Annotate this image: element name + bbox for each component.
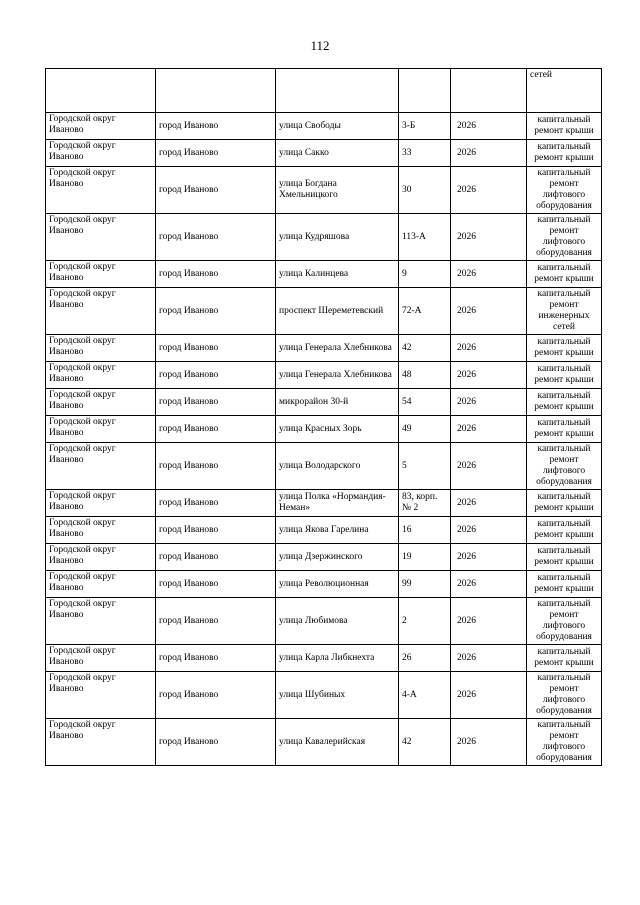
- house-cell: 99: [399, 571, 451, 598]
- house-cell: 19: [399, 544, 451, 571]
- table-row: [46, 598, 602, 645]
- work-type-cell: капитальный ремонт крыши: [527, 517, 602, 544]
- table-row: [46, 288, 602, 335]
- work-type-cell: капитальный ремонт крыши: [527, 362, 602, 389]
- empty-cell: [276, 69, 399, 113]
- district-cell: Городской округ Иваново: [46, 544, 156, 571]
- table-row: [46, 140, 602, 167]
- city-cell: город Иваново: [156, 490, 276, 517]
- work-type-cell: капитальный ремонт крыши: [527, 544, 602, 571]
- work-type-cell: капитальный ремонт крыши: [527, 140, 602, 167]
- work-type-cell: капитальный ремонт лифтового оборудования: [527, 672, 602, 719]
- year-cell: 2026: [451, 113, 527, 140]
- empty-cell: [156, 69, 276, 113]
- work-type-cell: капитальный ремонт лифтового оборудования: [527, 598, 602, 645]
- street-cell: улица Кудряшова: [276, 214, 399, 261]
- table-body: [46, 69, 602, 766]
- house-cell: 54: [399, 389, 451, 416]
- district-cell: Городской округ Иваново: [46, 113, 156, 140]
- street-cell: улица Революционная: [276, 571, 399, 598]
- city-cell: город Иваново: [156, 672, 276, 719]
- year-cell: 2026: [451, 261, 527, 288]
- table-row: [46, 645, 602, 672]
- district-cell: Городской округ Иваново: [46, 389, 156, 416]
- house-cell: 42: [399, 335, 451, 362]
- empty-cell: [451, 69, 527, 113]
- street-cell: улица Богдана Хмельницкого: [276, 167, 399, 214]
- year-cell: 2026: [451, 362, 527, 389]
- house-cell: 48: [399, 362, 451, 389]
- page-number: 112: [310, 38, 330, 53]
- city-cell: город Иваново: [156, 598, 276, 645]
- city-cell: город Иваново: [156, 335, 276, 362]
- street-cell: улица Кавалерийская: [276, 719, 399, 766]
- street-cell: микрорайон 30-й: [276, 389, 399, 416]
- table-row: [46, 261, 602, 288]
- year-cell: 2026: [451, 571, 527, 598]
- house-cell: 49: [399, 416, 451, 443]
- street-cell: улица Сакко: [276, 140, 399, 167]
- street-cell: улица Генерала Хлебникова: [276, 335, 399, 362]
- table-row: [46, 490, 602, 517]
- house-cell: 113-А: [399, 214, 451, 261]
- work-type-cell: капитальный ремонт лифтового оборудования: [527, 167, 602, 214]
- table-row: [46, 113, 602, 140]
- city-cell: город Иваново: [156, 416, 276, 443]
- table-row: [46, 335, 602, 362]
- house-cell: 26: [399, 645, 451, 672]
- street-cell: улица Карла Либкнехта: [276, 645, 399, 672]
- street-cell: улица Любимова: [276, 598, 399, 645]
- city-cell: город Иваново: [156, 113, 276, 140]
- work-type-cell: капитальный ремонт лифтового оборудования: [527, 214, 602, 261]
- table-row: [46, 416, 602, 443]
- house-cell: 2: [399, 598, 451, 645]
- work-type-cell: капитальный ремонт крыши: [527, 113, 602, 140]
- city-cell: город Иваново: [156, 140, 276, 167]
- city-cell: город Иваново: [156, 719, 276, 766]
- district-cell: Городской округ Иваново: [46, 598, 156, 645]
- city-cell: город Иваново: [156, 645, 276, 672]
- street-cell: улица Дзержинского: [276, 544, 399, 571]
- district-cell: Городской округ Иваново: [46, 288, 156, 335]
- district-cell: Городской округ Иваново: [46, 490, 156, 517]
- street-cell: улица Полка «Нормандия-Неман»: [276, 490, 399, 517]
- district-cell: Городской округ Иваново: [46, 335, 156, 362]
- district-cell: Городской округ Иваново: [46, 517, 156, 544]
- street-cell: улица Свободы: [276, 113, 399, 140]
- work-type-cell: капитальный ремонт лифтового оборудования: [527, 443, 602, 490]
- continued-row: [46, 69, 602, 113]
- table-row: [46, 672, 602, 719]
- year-cell: 2026: [451, 288, 527, 335]
- year-cell: 2026: [451, 672, 527, 719]
- table-row: [46, 167, 602, 214]
- house-cell: 3-Б: [399, 113, 451, 140]
- house-cell: 83, корп. № 2: [399, 490, 451, 517]
- street-cell: улица Красных Зорь: [276, 416, 399, 443]
- city-cell: город Иваново: [156, 443, 276, 490]
- year-cell: 2026: [451, 167, 527, 214]
- city-cell: город Иваново: [156, 389, 276, 416]
- street-cell: проспект Шереметевский: [276, 288, 399, 335]
- work-type-cell: капитальный ремонт крыши: [527, 490, 602, 517]
- table-row: [46, 719, 602, 766]
- house-cell: 4-А: [399, 672, 451, 719]
- year-cell: 2026: [451, 140, 527, 167]
- district-cell: Городской округ Иваново: [46, 719, 156, 766]
- city-cell: город Иваново: [156, 214, 276, 261]
- street-cell: улица Володарского: [276, 443, 399, 490]
- year-cell: 2026: [451, 490, 527, 517]
- year-cell: 2026: [451, 214, 527, 261]
- city-cell: город Иваново: [156, 261, 276, 288]
- district-cell: Городской округ Иваново: [46, 443, 156, 490]
- year-cell: 2026: [451, 645, 527, 672]
- district-cell: Городской округ Иваново: [46, 571, 156, 598]
- street-cell: улица Якова Гарелина: [276, 517, 399, 544]
- year-cell: 2026: [451, 517, 527, 544]
- year-cell: 2026: [451, 389, 527, 416]
- district-cell: Городской округ Иваново: [46, 140, 156, 167]
- house-cell: 5: [399, 443, 451, 490]
- table-row: [46, 544, 602, 571]
- work-type-cell: капитальный ремонт крыши: [527, 335, 602, 362]
- year-cell: 2026: [451, 719, 527, 766]
- year-cell: 2026: [451, 598, 527, 645]
- table-row: [46, 214, 602, 261]
- empty-cell: [399, 69, 451, 113]
- work-type-cell: сетей: [527, 69, 602, 113]
- city-cell: город Иваново: [156, 362, 276, 389]
- work-type-cell: капитальный ремонт инженерных сетей: [527, 288, 602, 335]
- city-cell: город Иваново: [156, 544, 276, 571]
- house-cell: 72-А: [399, 288, 451, 335]
- year-cell: 2026: [451, 416, 527, 443]
- table-row: [46, 571, 602, 598]
- year-cell: 2026: [451, 544, 527, 571]
- district-cell: Городской округ Иваново: [46, 672, 156, 719]
- district-cell: Городской округ Иваново: [46, 362, 156, 389]
- work-type-cell: капитальный ремонт крыши: [527, 416, 602, 443]
- repair-schedule-table: [45, 68, 602, 766]
- house-cell: 30: [399, 167, 451, 214]
- house-cell: 33: [399, 140, 451, 167]
- work-type-cell: капитальный ремонт крыши: [527, 645, 602, 672]
- house-cell: 16: [399, 517, 451, 544]
- street-cell: улица Генерала Хлебникова: [276, 362, 399, 389]
- year-cell: 2026: [451, 443, 527, 490]
- work-type-cell: капитальный ремонт лифтового оборудования: [527, 719, 602, 766]
- empty-cell: [46, 69, 156, 113]
- district-cell: Городской округ Иваново: [46, 261, 156, 288]
- table-row: [46, 443, 602, 490]
- work-type-cell: капитальный ремонт крыши: [527, 389, 602, 416]
- work-type-cell: капитальный ремонт крыши: [527, 571, 602, 598]
- year-cell: 2026: [451, 335, 527, 362]
- district-cell: Городской округ Иваново: [46, 167, 156, 214]
- street-cell: улица Калинцева: [276, 261, 399, 288]
- house-cell: 42: [399, 719, 451, 766]
- city-cell: город Иваново: [156, 288, 276, 335]
- city-cell: город Иваново: [156, 167, 276, 214]
- district-cell: Городской округ Иваново: [46, 645, 156, 672]
- table-row: [46, 389, 602, 416]
- house-cell: 9: [399, 261, 451, 288]
- district-cell: Городской округ Иваново: [46, 214, 156, 261]
- city-cell: город Иваново: [156, 517, 276, 544]
- street-cell: улица Шубиных: [276, 672, 399, 719]
- city-cell: город Иваново: [156, 571, 276, 598]
- district-cell: Городской округ Иваново: [46, 416, 156, 443]
- work-type-cell: капитальный ремонт крыши: [527, 261, 602, 288]
- table-row: [46, 362, 602, 389]
- table-row: [46, 517, 602, 544]
